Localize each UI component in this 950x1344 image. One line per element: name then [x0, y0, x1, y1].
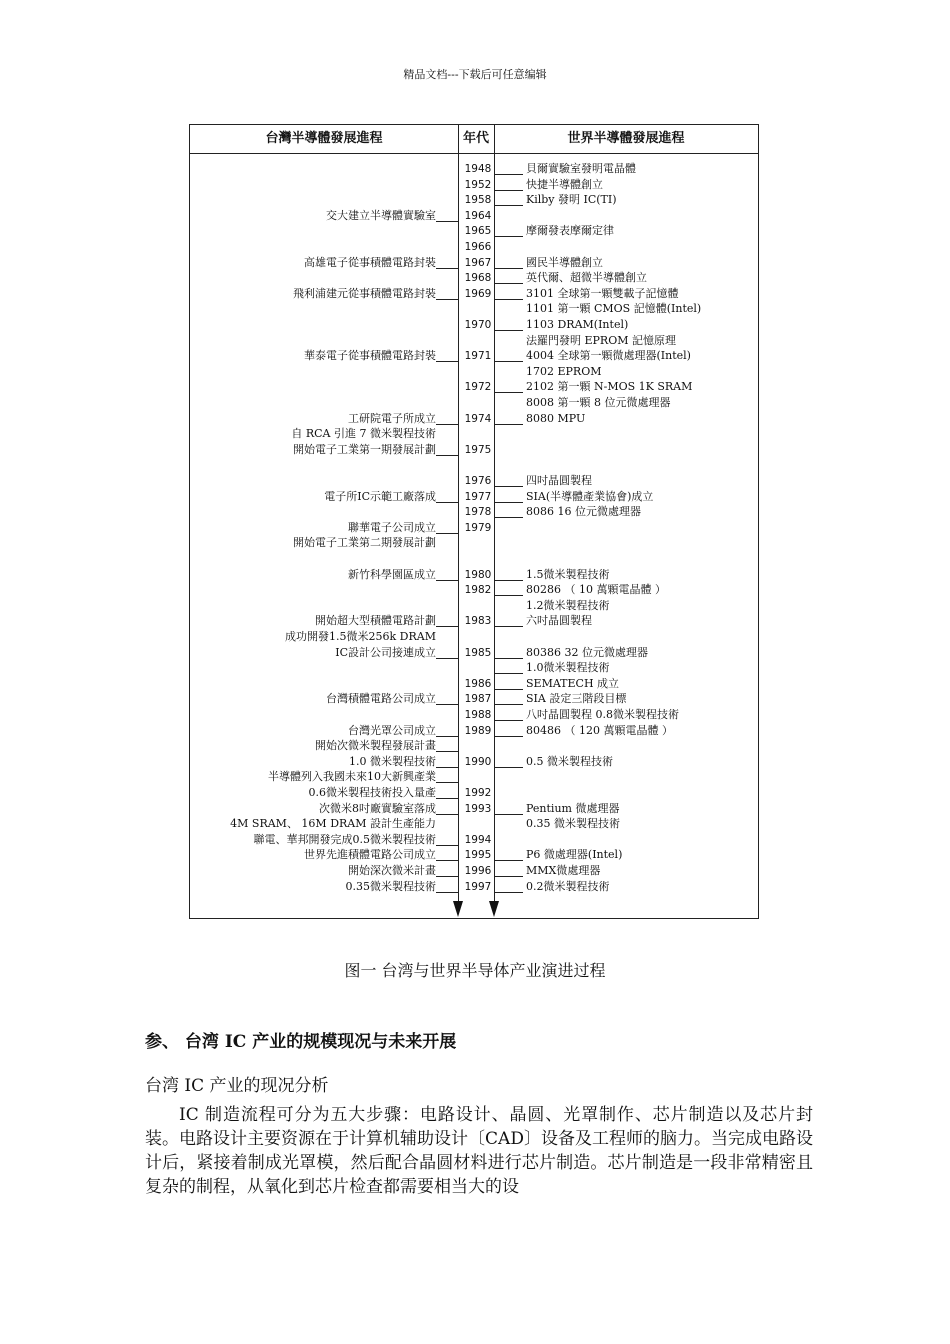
year-label: 1952	[464, 178, 492, 191]
year-label: 1995	[464, 849, 492, 862]
year-label: 1970	[464, 319, 492, 331]
header-divider-right	[494, 125, 495, 153]
connector-line	[436, 782, 458, 783]
taiwan-event: IC設計公司接連成立	[335, 645, 436, 659]
world-event: 法羅門發明 EPROM 記憶原理	[526, 333, 676, 347]
connector-line	[495, 673, 523, 674]
connector-line	[495, 190, 523, 191]
year-label: 1992	[464, 787, 492, 799]
connector-line	[436, 751, 458, 752]
connector-line	[495, 814, 523, 815]
year-label: 1972	[464, 381, 492, 394]
connector-line	[495, 704, 523, 705]
world-event: 快捷半導體創立	[526, 177, 603, 191]
year-label: 1976	[464, 475, 492, 487]
world-event: 8080 MPU	[526, 411, 586, 425]
world-event: 0.35 微米製程技術	[526, 817, 620, 831]
year-label: 1977	[464, 490, 492, 503]
year-label: 1990	[464, 755, 492, 768]
world-event: 0.2微米製程技術	[526, 879, 610, 893]
world-event: 1.0微米製程技術	[526, 661, 610, 675]
connector-line	[495, 205, 523, 206]
taiwan-event: 自 RCA 引進 7 微米製程技術	[291, 427, 436, 441]
taiwan-event: 交大建立半導體實驗室	[326, 208, 436, 222]
taiwan-event: 次微米8吋廠實驗室落成	[319, 801, 436, 815]
connector-line	[436, 299, 458, 300]
taiwan-column-header: 台灣半導體發展進程	[265, 131, 383, 146]
year-label: 1980	[464, 568, 492, 581]
taiwan-event: 飛利浦建元從事積體電路封裝	[293, 286, 436, 300]
taiwan-event: 0.6微米製程技術投入量產	[308, 786, 436, 799]
taiwan-event: 開始次微米製程發展計畫	[315, 739, 436, 753]
connector-line	[495, 392, 523, 393]
taiwan-event: 開始電子工業第二期發展計劃	[293, 536, 436, 550]
world-event: 1.5微米製程技術	[526, 567, 610, 581]
connector-line	[436, 892, 458, 893]
section-title: 参、 台湾 IC 产业的规模现况与未来开展	[145, 1032, 457, 1052]
world-event: 1101 第一顆 CMOS 記憶體(Intel)	[526, 302, 702, 316]
connector-line	[495, 580, 523, 581]
year-label: 1993	[464, 802, 492, 815]
connector-line	[436, 361, 458, 362]
world-event: 貝爾實驗室發明電晶體	[526, 162, 636, 175]
connector-line	[436, 626, 458, 627]
connector-line	[436, 736, 458, 737]
connector-line	[436, 658, 458, 659]
connector-line	[495, 283, 523, 284]
connector-line	[436, 814, 458, 815]
year-label: 1985	[464, 646, 492, 659]
world-event: 80286 （ 10 萬顆電晶體 ）	[526, 583, 666, 597]
connector-line	[436, 580, 458, 581]
taiwan-event: 台灣光罩公司成立	[348, 723, 436, 737]
world-event: 3101 全球第一顆雙載子記憶體	[526, 286, 679, 300]
connector-line	[436, 798, 458, 799]
taiwan-event: 成功開發1.5微米256k DRAM	[285, 630, 436, 643]
year-label: 1964	[464, 209, 492, 222]
taiwan-event: 開始電子工業第一期發展計劃	[293, 442, 436, 456]
world-event: 六吋晶圓製程	[526, 614, 592, 628]
year-label: 1969	[464, 287, 492, 300]
world-event: 四吋晶圓製程	[526, 474, 592, 487]
taiwan-event: 高雄電子從事積體電路封裝	[304, 255, 436, 269]
connector-line	[495, 299, 523, 300]
connector-line	[495, 892, 523, 893]
connector-line	[495, 517, 523, 518]
connector-line	[436, 221, 458, 222]
world-event: 2102 第一顆 N-MOS 1K SRAM	[526, 380, 693, 394]
year-label: 1975	[464, 443, 492, 456]
connector-line	[495, 689, 523, 690]
taiwan-event: 電子所IC示範工廠落成	[324, 489, 436, 503]
left-timeline-axis	[458, 153, 459, 905]
page-header: 精品文档---下载后可任意编辑	[403, 68, 547, 81]
connector-line	[436, 424, 458, 425]
taiwan-event: 工研院電子所成立	[348, 411, 436, 425]
connector-line	[436, 704, 458, 705]
world-event: 4004 全球第一顆微處理器(Intel)	[526, 349, 691, 363]
connector-line	[495, 860, 523, 861]
taiwan-event: 開始深次微米計畫	[348, 864, 436, 877]
year-column-header: 年代	[462, 131, 489, 146]
world-event: 1103 DRAM(Intel)	[526, 318, 629, 331]
year-label: 1983	[464, 615, 492, 628]
year-label: 1988	[464, 709, 492, 721]
taiwan-event: 台灣積體電路公司成立	[326, 692, 436, 706]
world-event: P6 微處理器(Intel)	[526, 848, 623, 862]
header-divider-left	[458, 125, 459, 153]
world-event: Kilby 發明 IC(TI)	[526, 193, 617, 207]
year-label: 1996	[464, 865, 492, 877]
connector-line	[436, 455, 458, 456]
year-label: 1986	[464, 677, 492, 690]
connector-line	[436, 502, 458, 503]
world-event: 1702 EPROM	[526, 364, 602, 378]
world-event: 摩爾發表摩爾定律	[526, 224, 614, 238]
timeline-figure	[189, 124, 759, 919]
connector-line	[495, 767, 523, 768]
world-event: 國民半導體創立	[526, 255, 603, 269]
world-event: SIA(半導體產業協會)成立	[526, 489, 654, 503]
world-event: SIA 設定三階段目標	[526, 692, 627, 706]
connector-line	[436, 533, 458, 534]
year-label: 1987	[464, 693, 492, 706]
year-label: 1989	[464, 724, 492, 737]
year-label: 1997	[464, 880, 492, 893]
connector-line	[436, 860, 458, 861]
world-event: 0.5 微米製程技術	[526, 754, 613, 768]
connector-line	[495, 424, 523, 425]
year-label: 1982	[464, 584, 492, 597]
year-label: 1958	[464, 194, 492, 207]
right-arrow-down-icon	[489, 901, 499, 917]
year-label: 1978	[464, 506, 492, 519]
taiwan-event: 新竹科學園區成立	[348, 567, 436, 581]
figure-caption: 图一 台湾与世界半导体产业演进过程	[344, 961, 606, 980]
year-label: 1965	[464, 225, 492, 238]
world-column-header: 世界半導體發展進程	[567, 131, 685, 146]
year-label: 1974	[464, 412, 492, 425]
connector-line	[495, 236, 523, 237]
world-event: 1.2微米製程技術	[526, 598, 610, 612]
year-label: 1968	[464, 272, 492, 285]
year-label: 1967	[464, 256, 492, 269]
taiwan-event: 4M SRAM、 16M DRAM 設計生產能力	[230, 817, 436, 831]
year-label: 1948	[464, 163, 492, 175]
world-event: SEMATECH 成立	[526, 676, 620, 690]
connector-line	[495, 486, 523, 487]
connector-line	[495, 361, 523, 362]
taiwan-event: 半導體列入我國未來10大新興產業	[268, 770, 436, 784]
taiwan-event: 0.35微米製程技術	[345, 879, 436, 893]
world-event: 8086 16 位元微處理器	[526, 505, 641, 519]
year-label: 1994	[464, 833, 492, 846]
year-label: 1979	[464, 521, 492, 534]
connector-line	[436, 767, 458, 768]
taiwan-event: 華泰電子從事積體電路封裝	[304, 349, 436, 363]
connector-line	[495, 268, 523, 269]
connector-line	[495, 736, 523, 737]
taiwan-event: 聯電、華邦開發完成0.5微米製程技術	[253, 832, 436, 846]
world-event: 80386 32 位元微處理器	[526, 645, 648, 659]
subheading: 台湾 IC 产业的现况分析	[145, 1076, 329, 1096]
connector-line	[495, 502, 523, 503]
left-arrow-down-icon	[453, 901, 463, 917]
taiwan-events	[190, 125, 436, 918]
world-event: Pentium 微處理器	[526, 801, 620, 815]
connector-line	[436, 268, 458, 269]
connector-line	[495, 330, 523, 331]
connector-line	[495, 658, 523, 659]
year-label: 1966	[464, 241, 492, 253]
connector-line	[495, 626, 523, 627]
world-event: 八吋晶圓製程 0.8微米製程技術	[526, 708, 679, 721]
taiwan-event: 開始超大型積體電路計劃	[315, 614, 436, 628]
connector-line	[495, 876, 523, 877]
connector-line	[495, 174, 523, 175]
connector-line	[495, 595, 523, 596]
taiwan-event: 聯華電子公司成立	[348, 520, 436, 534]
world-event: 80486 （ 120 萬顆電晶體 ）	[526, 723, 673, 737]
year-label: 1971	[464, 350, 492, 363]
world-event: MMX微處理器	[526, 864, 601, 877]
world-event: 英代爾、超微半導體創立	[526, 271, 647, 285]
taiwan-event: 世界先進積體電路公司成立	[304, 848, 436, 862]
taiwan-event: 1.0 微米製程技術	[349, 754, 436, 768]
body-paragraph: IC 制造流程可分为五大步骤：电路设计、晶圆、光罩制作、芯片制造以及芯片封装。电路设计主要资源在于计算机辅助设计〔CAD〕设备及工程师的脑力。当完成电路设计后，紧接着制成光罩模，然后配合晶圆材料进行芯片制造。芯片制造是一段非常精密且复杂的制程，从氧化到芯片检查都需要相当大的设	[145, 1105, 813, 1197]
connector-line	[436, 845, 458, 846]
world-event: 8008 第一顆 8 位元微處理器	[526, 396, 671, 409]
connector-line	[495, 720, 523, 721]
connector-line	[436, 876, 458, 877]
